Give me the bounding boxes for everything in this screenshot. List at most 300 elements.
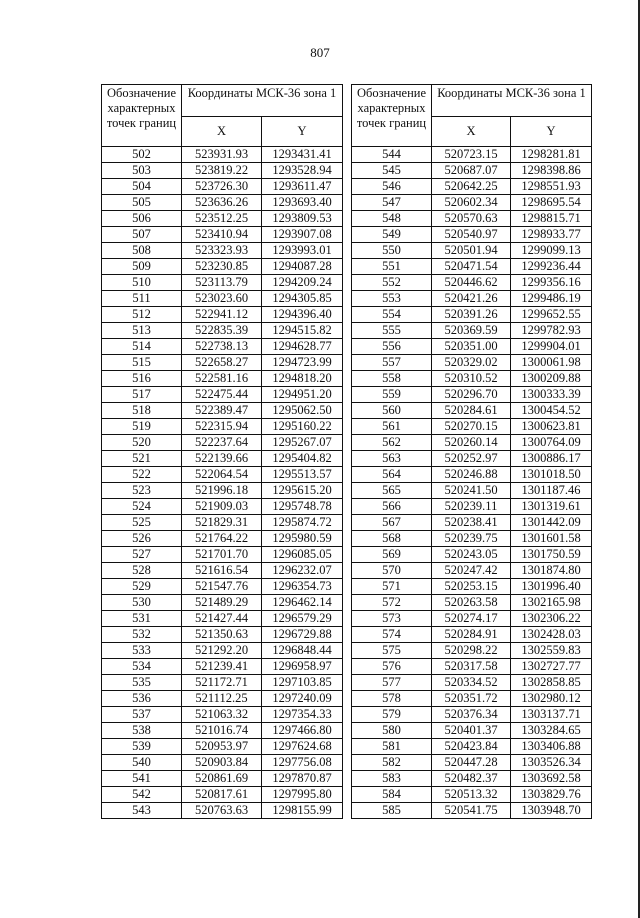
y-coordinate-cell: 1299356.16	[511, 275, 592, 291]
y-coordinate-cell: 1298155.99	[262, 803, 343, 819]
table-row	[102, 211, 343, 227]
table-row	[102, 307, 343, 323]
point-number-cell: 523	[102, 483, 182, 499]
point-number-cell: 527	[102, 547, 182, 563]
point-number-cell: 519	[102, 419, 182, 435]
table-row	[102, 451, 343, 467]
y-coordinate-cell: 1303829.76	[511, 787, 592, 803]
y-coordinate-cell: 1301750.59	[511, 547, 592, 563]
point-number-cell: 531	[102, 611, 182, 627]
x-coordinate-cell: 522389.47	[182, 403, 262, 419]
point-number-cell: 559	[352, 387, 432, 403]
table-row	[352, 499, 592, 515]
y-coordinate-cell: 1301996.40	[511, 579, 592, 595]
point-number-cell: 561	[352, 419, 432, 435]
point-number-cell: 535	[102, 675, 182, 691]
x-coordinate-cell: 523113.79	[182, 275, 262, 291]
y-coordinate-cell: 1296729.88	[262, 627, 343, 643]
y-coordinate-cell: 1293431.41	[262, 147, 343, 163]
x-coordinate-cell: 523410.94	[182, 227, 262, 243]
y-coordinate-cell: 1298398.86	[511, 163, 592, 179]
y-coordinate-cell: 1301319.61	[511, 499, 592, 515]
table-row	[352, 467, 592, 483]
y-coordinate-cell: 1300209.88	[511, 371, 592, 387]
x-coordinate-cell: 520471.54	[432, 259, 511, 275]
x-coordinate-cell: 521489.29	[182, 595, 262, 611]
y-coordinate-cell: 1297995.80	[262, 787, 343, 803]
table-row	[102, 515, 343, 531]
point-number-cell: 581	[352, 739, 432, 755]
y-coordinate-cell: 1296579.29	[262, 611, 343, 627]
y-coordinate-cell: 1297240.09	[262, 691, 343, 707]
x-column-header: X	[432, 117, 511, 147]
y-column-header: Y	[262, 117, 343, 147]
table-row	[102, 579, 343, 595]
y-coordinate-cell: 1295267.07	[262, 435, 343, 451]
table-row	[352, 195, 592, 211]
point-number-cell: 507	[102, 227, 182, 243]
y-coordinate-cell: 1295062.50	[262, 403, 343, 419]
table-row	[102, 275, 343, 291]
y-coordinate-cell: 1300623.81	[511, 419, 592, 435]
table-row	[352, 179, 592, 195]
point-number-cell: 568	[352, 531, 432, 547]
x-coordinate-cell: 521063.32	[182, 707, 262, 723]
x-coordinate-cell: 521996.18	[182, 483, 262, 499]
point-number-cell: 534	[102, 659, 182, 675]
point-designation-header: Обозначение характерных точек границ	[102, 85, 182, 147]
y-coordinate-cell: 1300454.52	[511, 403, 592, 419]
point-number-cell: 520	[102, 435, 182, 451]
point-number-cell: 549	[352, 227, 432, 243]
coordinates-table-right-body	[352, 147, 592, 819]
y-coordinate-cell: 1295748.78	[262, 499, 343, 515]
y-coordinate-cell: 1299782.93	[511, 323, 592, 339]
x-coordinate-cell: 523323.93	[182, 243, 262, 259]
table-row	[102, 435, 343, 451]
y-coordinate-cell: 1295513.57	[262, 467, 343, 483]
y-coordinate-cell: 1298281.81	[511, 147, 592, 163]
x-coordinate-cell: 522315.94	[182, 419, 262, 435]
point-number-cell: 555	[352, 323, 432, 339]
x-coordinate-cell: 520903.84	[182, 755, 262, 771]
point-number-cell: 575	[352, 643, 432, 659]
table-row	[352, 403, 592, 419]
point-number-cell: 521	[102, 451, 182, 467]
x-coordinate-cell: 520317.58	[432, 659, 511, 675]
point-number-cell: 562	[352, 435, 432, 451]
y-coordinate-cell: 1294305.85	[262, 291, 343, 307]
x-coordinate-cell: 522475.44	[182, 387, 262, 403]
table-row	[102, 227, 343, 243]
table-row	[352, 451, 592, 467]
table-row	[102, 755, 343, 771]
point-number-cell: 572	[352, 595, 432, 611]
x-coordinate-cell: 521350.63	[182, 627, 262, 643]
point-number-cell: 504	[102, 179, 182, 195]
point-number-cell: 580	[352, 723, 432, 739]
x-coordinate-cell: 523230.85	[182, 259, 262, 275]
table-row	[352, 803, 592, 819]
x-coordinate-cell: 520239.75	[432, 531, 511, 547]
x-coordinate-cell: 520642.25	[432, 179, 511, 195]
point-number-cell: 547	[352, 195, 432, 211]
y-coordinate-cell: 1297756.08	[262, 755, 343, 771]
y-coordinate-cell: 1297466.80	[262, 723, 343, 739]
table-row	[352, 147, 592, 163]
point-number-cell: 539	[102, 739, 182, 755]
y-coordinate-cell: 1299652.55	[511, 307, 592, 323]
x-coordinate-cell: 520296.70	[432, 387, 511, 403]
x-coordinate-cell: 520723.15	[432, 147, 511, 163]
x-coordinate-cell: 520861.69	[182, 771, 262, 787]
x-coordinate-cell: 520540.97	[432, 227, 511, 243]
table-row	[102, 675, 343, 691]
y-coordinate-cell: 1300061.98	[511, 355, 592, 371]
x-coordinate-cell: 520284.61	[432, 403, 511, 419]
table-row	[352, 355, 592, 371]
x-coordinate-cell: 520369.59	[432, 323, 511, 339]
y-coordinate-cell: 1303526.34	[511, 755, 592, 771]
table-row	[352, 755, 592, 771]
x-coordinate-cell: 522581.16	[182, 371, 262, 387]
point-designation-header: Обозначение характерных точек границ	[352, 85, 432, 147]
y-coordinate-cell: 1294396.40	[262, 307, 343, 323]
y-coordinate-cell: 1299904.01	[511, 339, 592, 355]
coordinates-table-left	[101, 84, 343, 819]
table-row	[352, 339, 592, 355]
y-coordinate-cell: 1296958.97	[262, 659, 343, 675]
table-row	[102, 707, 343, 723]
table-row	[352, 723, 592, 739]
table-row	[102, 291, 343, 307]
x-coordinate-cell: 520247.42	[432, 563, 511, 579]
table-row	[102, 547, 343, 563]
x-coordinate-cell: 520260.14	[432, 435, 511, 451]
x-coordinate-cell: 520401.37	[432, 723, 511, 739]
point-number-cell: 584	[352, 787, 432, 803]
point-number-cell: 530	[102, 595, 182, 611]
table-row	[352, 275, 592, 291]
table-row	[102, 691, 343, 707]
x-coordinate-cell: 522738.13	[182, 339, 262, 355]
point-number-cell: 558	[352, 371, 432, 387]
y-coordinate-cell: 1297103.85	[262, 675, 343, 691]
point-number-cell: 585	[352, 803, 432, 819]
point-number-cell: 510	[102, 275, 182, 291]
x-coordinate-cell: 520423.84	[432, 739, 511, 755]
x-coordinate-cell: 522064.54	[182, 467, 262, 483]
table-row	[352, 163, 592, 179]
x-coordinate-cell: 522941.12	[182, 307, 262, 323]
y-coordinate-cell: 1293907.08	[262, 227, 343, 243]
y-coordinate-cell: 1301187.46	[511, 483, 592, 499]
point-number-cell: 548	[352, 211, 432, 227]
table-row	[102, 531, 343, 547]
x-coordinate-cell: 523726.30	[182, 179, 262, 195]
x-coordinate-cell: 523636.26	[182, 195, 262, 211]
x-coordinate-cell: 520239.11	[432, 499, 511, 515]
point-number-cell: 506	[102, 211, 182, 227]
point-number-cell: 541	[102, 771, 182, 787]
y-coordinate-cell: 1296085.05	[262, 547, 343, 563]
x-coordinate-cell: 522237.64	[182, 435, 262, 451]
x-coordinate-cell: 520310.52	[432, 371, 511, 387]
x-coordinate-cell: 520376.34	[432, 707, 511, 723]
x-coordinate-cell: 522835.39	[182, 323, 262, 339]
y-coordinate-cell: 1296354.73	[262, 579, 343, 595]
table-row	[352, 611, 592, 627]
table-row	[102, 739, 343, 755]
x-coordinate-cell: 520446.62	[432, 275, 511, 291]
table-row	[102, 371, 343, 387]
y-coordinate-cell: 1302306.22	[511, 611, 592, 627]
x-coordinate-cell: 523931.93	[182, 147, 262, 163]
point-number-cell: 567	[352, 515, 432, 531]
table-row	[352, 579, 592, 595]
x-coordinate-cell: 520953.97	[182, 739, 262, 755]
point-number-cell: 577	[352, 675, 432, 691]
x-coordinate-cell: 520687.07	[432, 163, 511, 179]
table-row	[352, 707, 592, 723]
point-number-cell: 563	[352, 451, 432, 467]
point-number-cell: 533	[102, 643, 182, 659]
x-coordinate-cell: 520570.63	[432, 211, 511, 227]
y-coordinate-cell: 1298551.93	[511, 179, 592, 195]
x-coordinate-cell: 520253.15	[432, 579, 511, 595]
x-coordinate-cell: 523023.60	[182, 291, 262, 307]
y-coordinate-cell: 1294515.82	[262, 323, 343, 339]
y-coordinate-cell: 1303948.70	[511, 803, 592, 819]
table-row	[352, 563, 592, 579]
table-row	[102, 563, 343, 579]
y-coordinate-cell: 1301874.80	[511, 563, 592, 579]
y-coordinate-cell: 1294951.20	[262, 387, 343, 403]
x-coordinate-cell: 520298.22	[432, 643, 511, 659]
x-coordinate-cell: 521112.25	[182, 691, 262, 707]
point-number-cell: 571	[352, 579, 432, 595]
x-coordinate-cell: 520270.15	[432, 419, 511, 435]
point-number-cell: 570	[352, 563, 432, 579]
point-number-cell: 574	[352, 627, 432, 643]
point-number-cell: 543	[102, 803, 182, 819]
y-coordinate-cell: 1293993.01	[262, 243, 343, 259]
x-coordinate-cell: 521016.74	[182, 723, 262, 739]
table-row	[352, 323, 592, 339]
x-coordinate-cell: 520284.91	[432, 627, 511, 643]
y-coordinate-cell: 1293809.53	[262, 211, 343, 227]
point-number-cell: 513	[102, 323, 182, 339]
table-row	[352, 211, 592, 227]
y-coordinate-cell: 1295404.82	[262, 451, 343, 467]
y-coordinate-cell: 1303137.71	[511, 707, 592, 723]
y-coordinate-cell: 1299236.44	[511, 259, 592, 275]
point-number-cell: 514	[102, 339, 182, 355]
point-number-cell: 556	[352, 339, 432, 355]
table-row	[352, 307, 592, 323]
point-number-cell: 578	[352, 691, 432, 707]
point-number-cell: 529	[102, 579, 182, 595]
y-coordinate-cell: 1303692.58	[511, 771, 592, 787]
point-number-cell: 528	[102, 563, 182, 579]
y-coordinate-cell: 1293693.40	[262, 195, 343, 211]
table-row	[102, 659, 343, 675]
table-row	[102, 627, 343, 643]
y-coordinate-cell: 1300333.39	[511, 387, 592, 403]
x-column-header: X	[182, 117, 262, 147]
x-coordinate-cell: 521172.71	[182, 675, 262, 691]
point-number-cell: 540	[102, 755, 182, 771]
x-coordinate-cell: 522658.27	[182, 355, 262, 371]
page-number: 807	[310, 45, 330, 60]
point-number-cell: 518	[102, 403, 182, 419]
point-number-cell: 554	[352, 307, 432, 323]
point-number-cell: 564	[352, 467, 432, 483]
point-number-cell: 544	[352, 147, 432, 163]
point-number-cell: 579	[352, 707, 432, 723]
x-coordinate-cell: 520447.28	[432, 755, 511, 771]
y-coordinate-cell: 1295160.22	[262, 419, 343, 435]
y-coordinate-cell: 1296848.44	[262, 643, 343, 659]
x-coordinate-cell: 521764.22	[182, 531, 262, 547]
table-row	[352, 659, 592, 675]
point-number-cell: 566	[352, 499, 432, 515]
x-coordinate-cell: 520243.05	[432, 547, 511, 563]
x-coordinate-cell: 520817.61	[182, 787, 262, 803]
table-row	[102, 243, 343, 259]
y-coordinate-cell: 1294818.20	[262, 371, 343, 387]
table-row	[102, 787, 343, 803]
table-row	[102, 803, 343, 819]
table-row	[102, 179, 343, 195]
point-number-cell: 537	[102, 707, 182, 723]
x-coordinate-cell: 521547.76	[182, 579, 262, 595]
table-row	[352, 595, 592, 611]
point-number-cell: 502	[102, 147, 182, 163]
table-row	[352, 291, 592, 307]
y-column-header: Y	[511, 117, 592, 147]
x-coordinate-cell: 520513.32	[432, 787, 511, 803]
y-coordinate-cell: 1300886.17	[511, 451, 592, 467]
y-coordinate-cell: 1301442.09	[511, 515, 592, 531]
x-coordinate-cell: 520246.88	[432, 467, 511, 483]
x-coordinate-cell: 523819.22	[182, 163, 262, 179]
table-row	[352, 419, 592, 435]
table-row	[102, 723, 343, 739]
table-row	[102, 163, 343, 179]
x-coordinate-cell: 521701.70	[182, 547, 262, 563]
point-number-cell: 582	[352, 755, 432, 771]
point-number-cell: 545	[352, 163, 432, 179]
y-coordinate-cell: 1297354.33	[262, 707, 343, 723]
x-coordinate-cell: 520274.17	[432, 611, 511, 627]
x-coordinate-cell: 520421.26	[432, 291, 511, 307]
point-number-cell: 560	[352, 403, 432, 419]
table-row	[102, 611, 343, 627]
point-number-cell: 526	[102, 531, 182, 547]
y-coordinate-cell: 1293528.94	[262, 163, 343, 179]
point-number-cell: 546	[352, 179, 432, 195]
table-row	[352, 435, 592, 451]
point-number-cell: 511	[102, 291, 182, 307]
point-number-cell: 522	[102, 467, 182, 483]
x-coordinate-cell: 521292.20	[182, 643, 262, 659]
point-number-cell: 508	[102, 243, 182, 259]
y-coordinate-cell: 1295980.59	[262, 531, 343, 547]
y-coordinate-cell: 1294087.28	[262, 259, 343, 275]
y-coordinate-cell: 1301018.50	[511, 467, 592, 483]
table-row	[352, 787, 592, 803]
point-number-cell: 503	[102, 163, 182, 179]
table-row	[102, 467, 343, 483]
x-coordinate-cell: 520602.34	[432, 195, 511, 211]
table-row	[102, 259, 343, 275]
table-row	[102, 147, 343, 163]
table-row	[352, 531, 592, 547]
coordinates-system-header: Координаты МСК-36 зона 1	[432, 85, 592, 117]
point-number-cell: 512	[102, 307, 182, 323]
y-coordinate-cell: 1298695.54	[511, 195, 592, 211]
y-coordinate-cell: 1294209.24	[262, 275, 343, 291]
y-coordinate-cell: 1302858.85	[511, 675, 592, 691]
point-number-cell: 515	[102, 355, 182, 371]
x-coordinate-cell: 522139.66	[182, 451, 262, 467]
x-coordinate-cell: 520482.37	[432, 771, 511, 787]
point-number-cell: 551	[352, 259, 432, 275]
y-coordinate-cell: 1296462.14	[262, 595, 343, 611]
x-coordinate-cell: 523512.25	[182, 211, 262, 227]
table-row	[352, 643, 592, 659]
x-coordinate-cell: 521909.03	[182, 499, 262, 515]
point-number-cell: 532	[102, 627, 182, 643]
x-coordinate-cell: 520238.41	[432, 515, 511, 531]
table-row	[352, 259, 592, 275]
table-row	[102, 355, 343, 371]
y-coordinate-cell: 1299486.19	[511, 291, 592, 307]
point-number-cell: 517	[102, 387, 182, 403]
point-number-cell: 550	[352, 243, 432, 259]
y-coordinate-cell: 1302559.83	[511, 643, 592, 659]
table-row	[352, 627, 592, 643]
y-coordinate-cell: 1299099.13	[511, 243, 592, 259]
table-row	[102, 387, 343, 403]
table-row	[102, 499, 343, 515]
point-number-cell: 525	[102, 515, 182, 531]
point-number-cell: 536	[102, 691, 182, 707]
y-coordinate-cell: 1296232.07	[262, 563, 343, 579]
x-coordinate-cell: 521427.44	[182, 611, 262, 627]
point-number-cell: 583	[352, 771, 432, 787]
y-coordinate-cell: 1302980.12	[511, 691, 592, 707]
point-number-cell: 565	[352, 483, 432, 499]
point-number-cell: 509	[102, 259, 182, 275]
table-row	[102, 323, 343, 339]
x-coordinate-cell: 520501.94	[432, 243, 511, 259]
x-coordinate-cell: 521829.31	[182, 515, 262, 531]
x-coordinate-cell: 520241.50	[432, 483, 511, 499]
table-row	[352, 771, 592, 787]
table-row	[352, 243, 592, 259]
point-number-cell: 573	[352, 611, 432, 627]
y-coordinate-cell: 1295615.20	[262, 483, 343, 499]
y-coordinate-cell: 1303284.65	[511, 723, 592, 739]
x-coordinate-cell: 520541.75	[432, 803, 511, 819]
y-coordinate-cell: 1295874.72	[262, 515, 343, 531]
y-coordinate-cell: 1297624.68	[262, 739, 343, 755]
point-number-cell: 569	[352, 547, 432, 563]
table-row	[102, 419, 343, 435]
table-row	[352, 739, 592, 755]
